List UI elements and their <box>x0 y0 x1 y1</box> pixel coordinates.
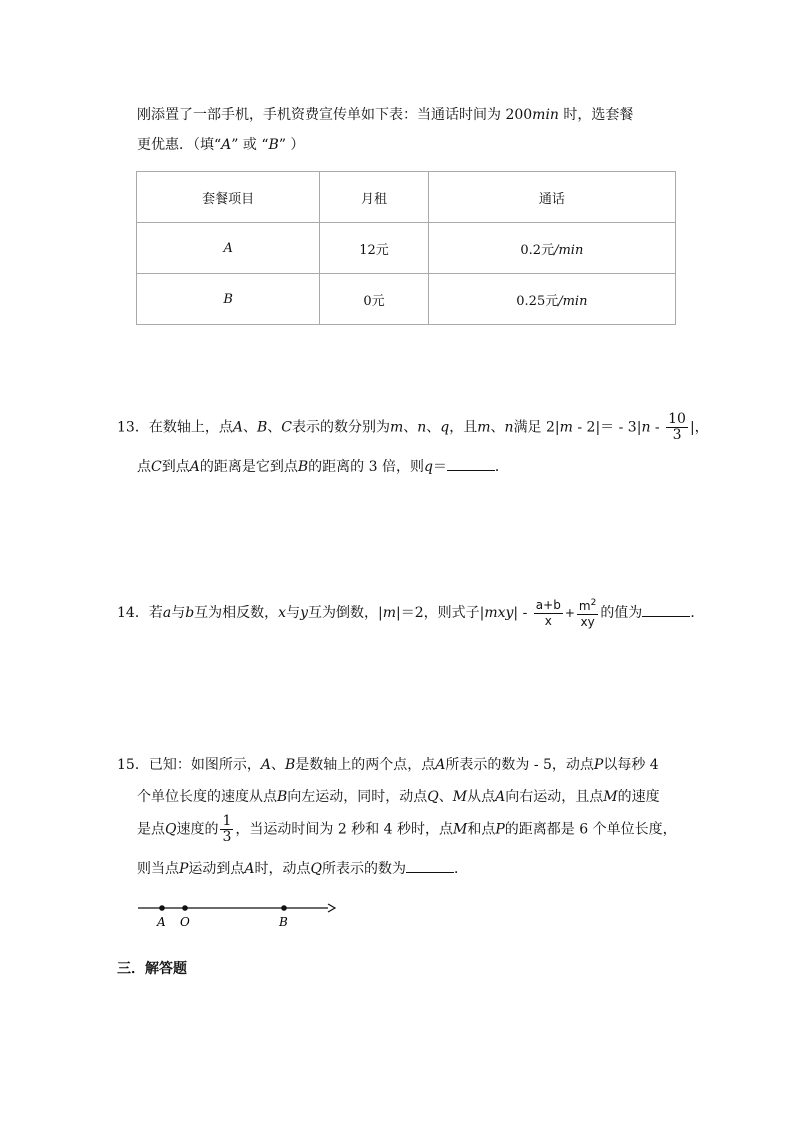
label-b: B <box>279 915 288 929</box>
table-header-cell: 月租 <box>320 172 428 223</box>
table-header-cell: 套餐项目 <box>137 172 320 223</box>
fraction-a-plus-b-over-x: $\frac{a+b}{x}$ <box>535 597 561 628</box>
q12-line2: 更优惠．（填“A” 或 “B” ） <box>137 137 305 153</box>
q14-line: 14．若a与b互为相反数，x与y互为倒数，|m|＝2，则式子|mxy| - $\frac{a+b}{x}$ + $\frac{m^2}{xy}$ 的值为 ． <box>117 597 705 629</box>
answer-blank[interactable] <box>406 858 454 873</box>
pricing-table <box>136 171 676 325</box>
number-line-figure <box>130 896 345 932</box>
rate-cell: 0.2元/min <box>428 223 675 274</box>
fraction-ten-thirds: $\frac{10}{3}$ <box>668 411 686 443</box>
q15-line1: 15．已知：如图所示，A、B是数轴上的两个点，点A所表示的数为 - 5，动点P以每秒 4 <box>117 757 659 773</box>
table-row <box>137 223 676 274</box>
point-a <box>159 905 165 911</box>
plan-cell: B <box>137 274 320 325</box>
answer-blank[interactable] <box>447 456 495 471</box>
table-header-cell: 通话 <box>428 172 675 223</box>
table-row <box>137 274 676 325</box>
rent-cell: 12元 <box>320 223 428 274</box>
fraction-one-third: $\frac{1}{3}$ <box>222 813 232 845</box>
point-o <box>182 905 188 911</box>
table-header-row <box>137 172 676 223</box>
q13-line2: 点C到点A的距离是它到点B的距离的 3 倍，则q＝ ． <box>137 456 509 476</box>
label-o: O <box>180 915 190 929</box>
point-b <box>281 905 287 911</box>
q13-line1: 13．在数轴上，点A、B、C表示的数分别为m、n、q，且m、n满足 2|m - 2|＝ - 3|n - $\frac{10}{3}$ |， <box>117 411 709 443</box>
q15-line4: 则当点P运动到点A时，动点Q所表示的数为 ． <box>137 858 468 878</box>
arrow-head-icon <box>328 904 335 912</box>
q15-line3: 是点Q速度的 $\frac{1}{3}$ ，当运动时间为 2 秒和 4 秒时，点M和点P的距离都是 6 个单位长度， <box>137 813 677 845</box>
answer-blank[interactable] <box>642 602 690 617</box>
section-title: 三．解答题 <box>117 961 187 977</box>
q15-line2: 个单位长度的速度从点B向左运动，同时，动点Q、M从点A向右运动，且点M的速度 <box>137 789 660 805</box>
rent-cell: 0元 <box>320 274 428 325</box>
label-a: A <box>157 915 166 929</box>
fraction-m-squared-over-xy: $\frac{m^2}{xy}$ <box>578 598 597 629</box>
plan-cell: A <box>137 223 320 274</box>
rate-cell: 0.25元/min <box>428 274 675 325</box>
q12-line1: 刚添置了一部手机，手机资费宣传单如下表：当通话时间为 200min 时，选套餐 <box>137 107 634 123</box>
